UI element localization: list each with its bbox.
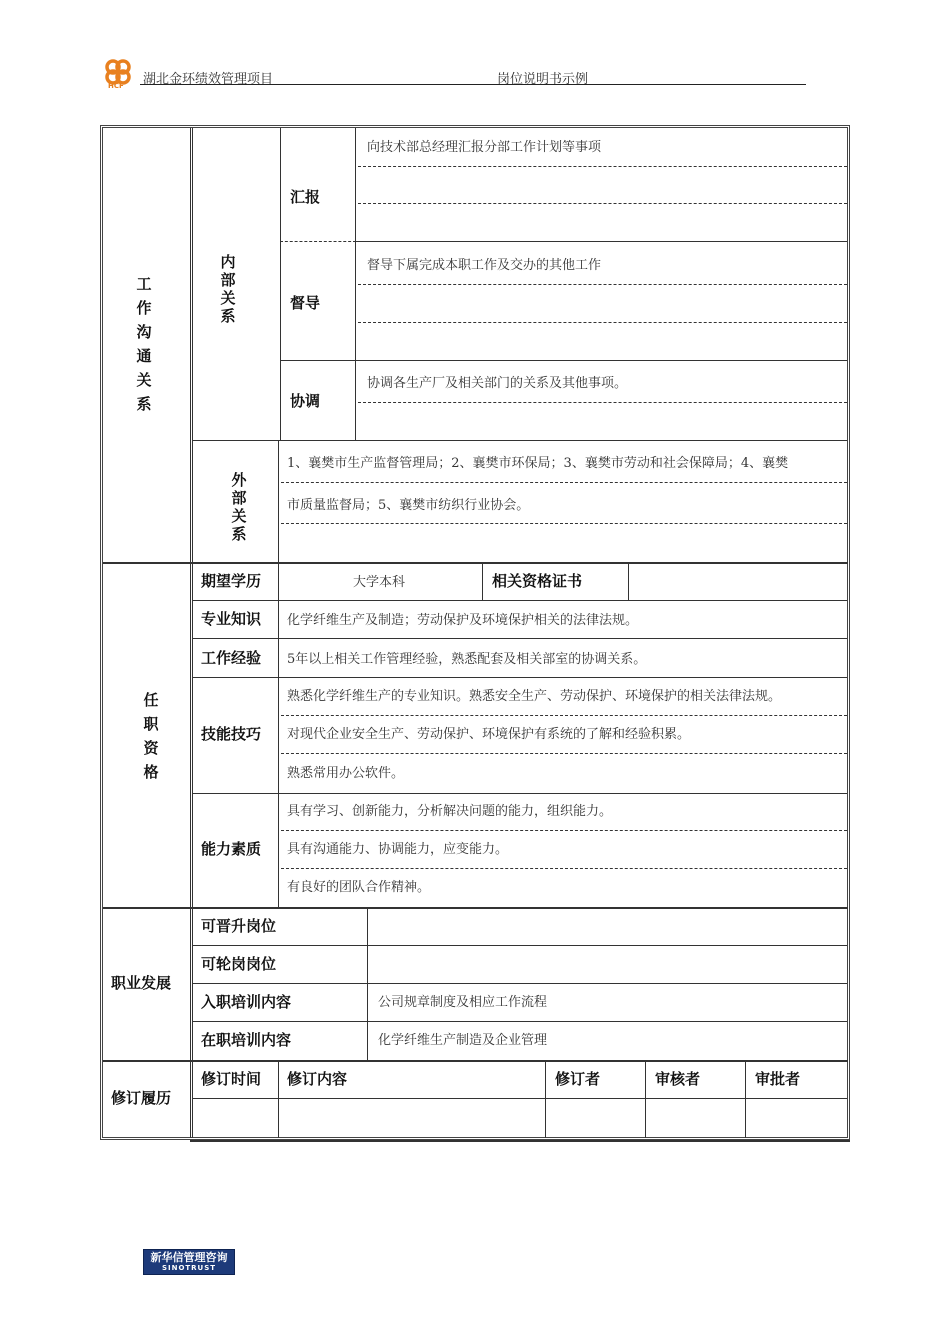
header-rule [140,84,806,85]
promotion-label: 可晋升岗位 [201,917,277,935]
skill-item: 熟悉常用办公软件。 [287,766,405,781]
knowledge-label: 专业知识 [201,610,262,628]
report-label: 汇报 [290,188,321,206]
coordinate-label: 协调 [290,392,321,410]
revision-col-time: 修订时间 [201,1070,262,1088]
skill-item: 对现代企业安全生产、劳动保护、环境保护有系统的了解和经验积累。 [287,727,691,742]
certificate-label: 相关资格证书 [492,572,583,590]
education-value: 大学本科 [353,575,406,590]
external-relations-label: 外 部 关 系 [231,471,247,543]
ability-item: 有良好的团队合作精神。 [287,880,431,895]
onboarding-label: 入职培训内容 [201,993,292,1011]
document-title: 岗位说明书示例 [497,72,589,87]
onboarding-value: 公司规章制度及相应工作流程 [378,995,548,1010]
supervise-label: 督导 [290,294,321,312]
skills-label: 技能技巧 [201,725,262,743]
external-relations-line2: 市质量监督局；5、襄樊市纺织行业协会。 [287,498,530,513]
logo-text: HCF [108,82,124,90]
project-title: 湖北金环绩效管理项目 [143,72,274,87]
footer-brand-cn: 新华信管理咨询 [150,1251,228,1264]
revision-col-reviewer: 审核者 [655,1070,701,1088]
footer-brand-en: SINOTRUST [161,1264,217,1272]
sinotrust-logo [143,1249,235,1275]
ability-item: 具有学习、创新能力，分析解决问题的能力，组织能力。 [287,804,613,819]
knowledge-text: 化学纤维生产及制造；劳动保护及环境保护相关的法律法规。 [287,613,639,628]
experience-text: 5年以上相关工作管理经验，熟悉配套及相关部室的协调关系。 [287,652,647,667]
external-relations-line1: 1、襄樊市生产监督管理局；2、襄樊市环保局；3、襄樊市劳动和社会保障局；4、襄樊 [287,456,789,471]
internal-relations-label: 内 部 关 系 [220,253,236,325]
rotation-label: 可轮岗岗位 [201,955,277,973]
career-section-label: 职业发展 [111,974,172,992]
revision-col-approver: 审批者 [755,1070,801,1088]
inservice-label: 在职培训内容 [201,1031,292,1049]
report-text: 向技术部总经理汇报分部工作计划等事项 [367,140,602,155]
qualifications-section-label: 任 职 资 格 [143,691,159,781]
revision-col-content: 修订内容 [287,1070,348,1088]
ability-label: 能力素质 [201,840,262,858]
work-comm-section-label: 工 作 沟 通 关 系 [136,275,152,413]
job-description-table [100,125,850,1140]
education-label: 期望学历 [201,572,262,590]
experience-label: 工作经验 [201,649,262,667]
skill-item: 熟悉化学纤维生产的专业知识。熟悉安全生产、劳动保护、环境保护的相关法律法规。 [287,689,782,704]
inservice-value: 化学纤维生产制造及企业管理 [378,1033,548,1048]
revision-col-reviser: 修订者 [555,1070,601,1088]
coordinate-text: 协调各生产厂及相关部门的关系及其他事项。 [367,376,628,391]
supervise-text: 督导下属完成本职工作及交办的其他工作 [367,258,602,273]
ability-item: 具有沟通能力、协调能力，应变能力。 [287,842,509,857]
revision-section-label: 修订履历 [111,1089,172,1107]
